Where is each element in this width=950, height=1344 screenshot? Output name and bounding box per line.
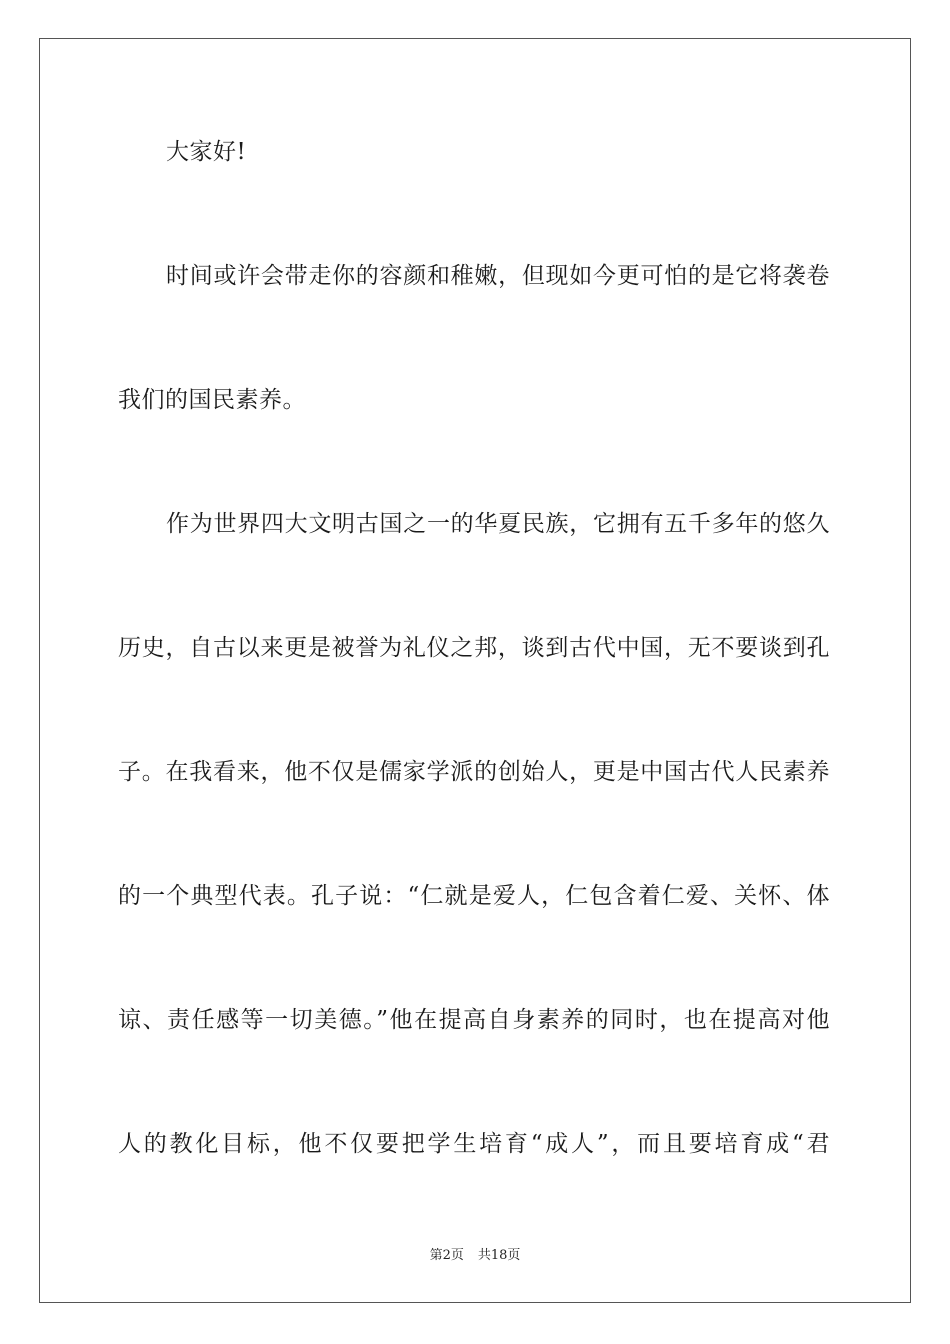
greeting-line: 大家好!: [166, 139, 247, 165]
page-border: [39, 38, 911, 1303]
paragraph-line: 子。在我看来，他不仅是儒家学派的创始人，更是中国古代人民素养: [118, 759, 830, 785]
paragraph-line: 时间或许会带走你的容颜和稚嫩，但现如今更可怕的是它将袭卷: [166, 263, 830, 289]
paragraph-line: 谅、责任感等一切美德。”他在提高自身素养的同时，也在提高对他: [118, 1007, 830, 1033]
paragraph-line: 的一个典型代表。孔子说：“仁就是爱人，仁包含着仁爱、关怀、体: [118, 883, 830, 909]
page-total: 共18页: [477, 1248, 521, 1263]
paragraph-line: 人的教化目标，他不仅要把学生培育“成人”，而且要培育成“君: [118, 1131, 830, 1157]
paragraph-line: 作为世界四大文明古国之一的华夏民族，它拥有五千多年的悠久: [166, 511, 830, 537]
page-number: 第2页: [429, 1248, 464, 1263]
paragraph-line: 历史，自古以来更是被誉为礼仪之邦，谈到古代中国，无不要谈到孔: [118, 635, 830, 661]
paragraph-line: 我们的国民素养。: [118, 387, 306, 413]
page-footer: [0, 1247, 950, 1265]
